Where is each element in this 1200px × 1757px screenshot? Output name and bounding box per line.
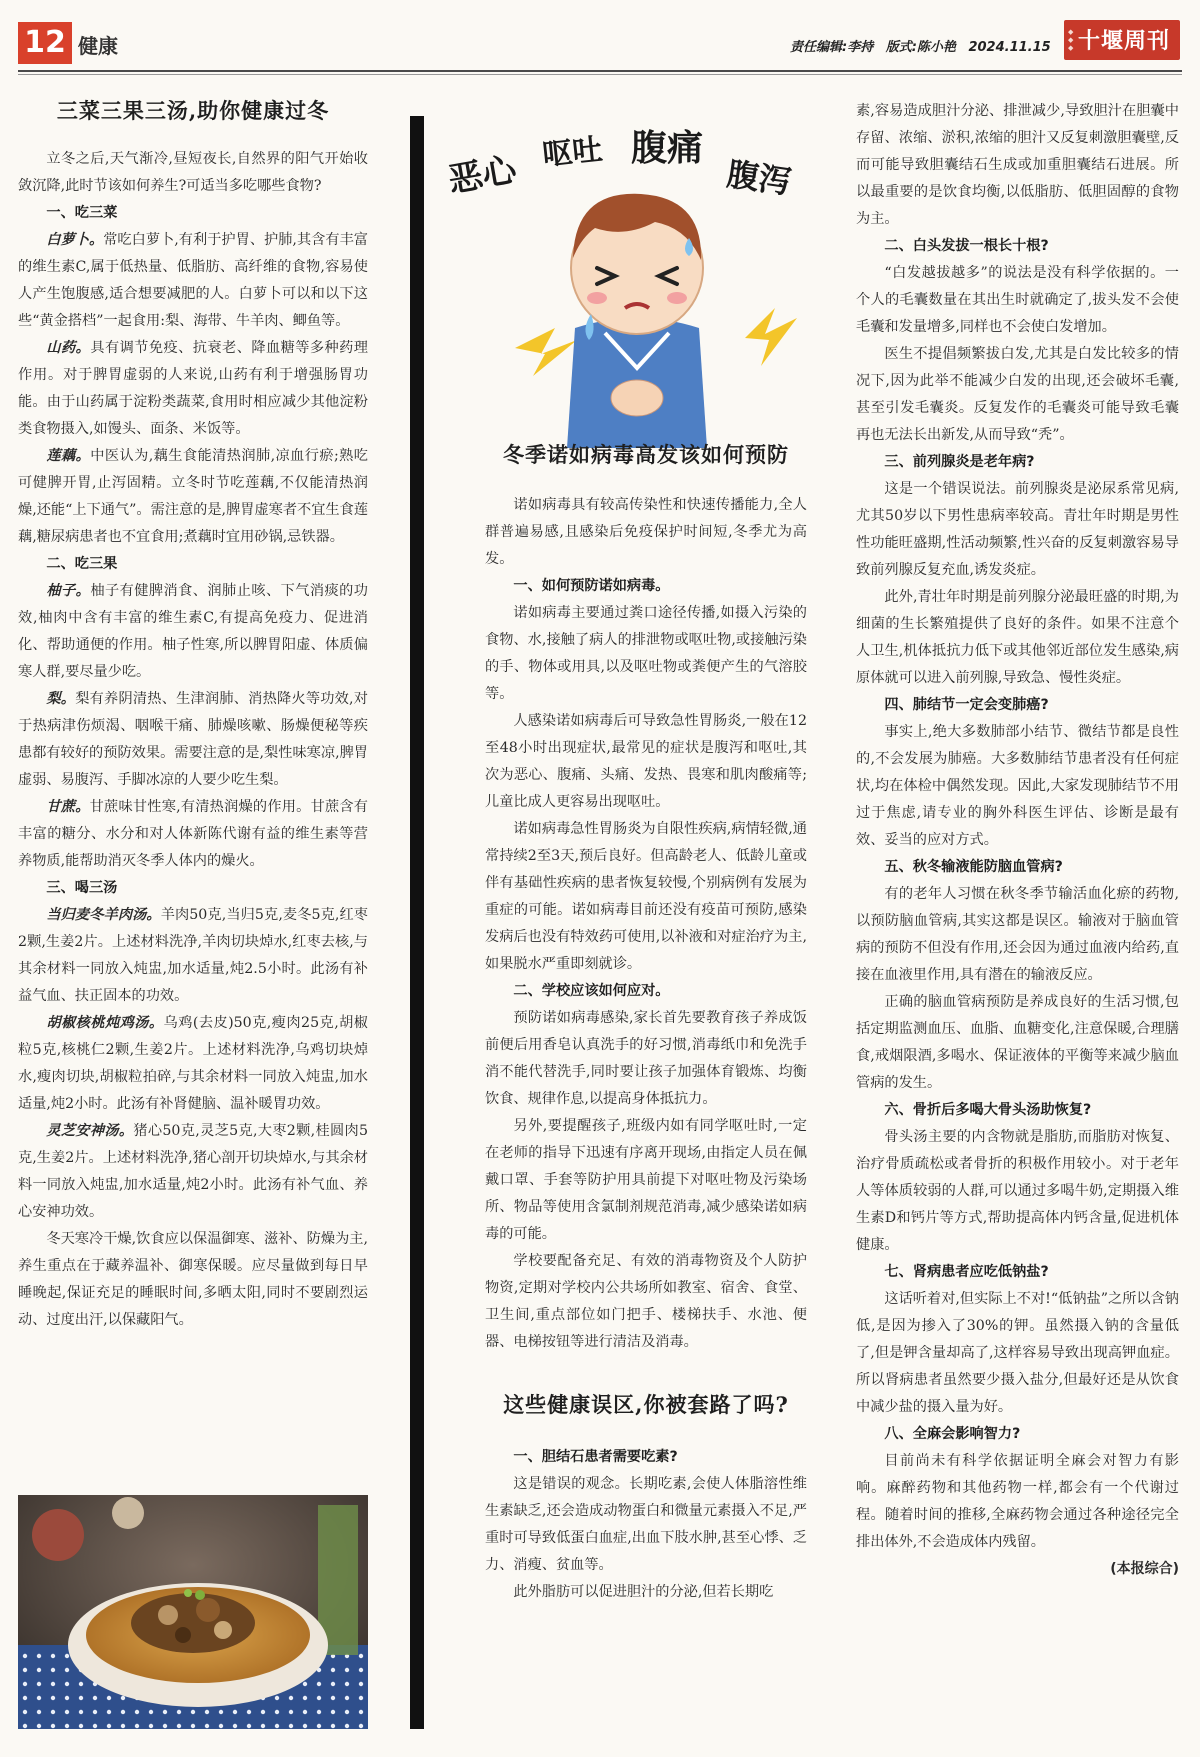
- column-divider: [410, 116, 424, 1729]
- pain-bolt-icon: [515, 328, 577, 376]
- paragraph: 莲藕。中医认为,藕生食能清热润肺,凉血行瘀;熟吃可健脾开胃,止泻固精。立冬时节吃莲藕,不仅能清热润燥,还能“上下通气”。需注意的是,脾胃虚寒者不宜生食莲藕,糖尿病患者也不宜食用;煮藕时宜用砂锅,忌铁器。: [18, 448, 368, 545]
- soup-bowl-icon: [18, 1495, 368, 1729]
- paragraph: 此外,青壮年时期是前列腺分泌最旺盛的时期,为细菌的生长繁殖提供了良好的条件。如果不注意个人卫生,机体抵抗力低下或其他邻近部位发生感染,病原体就可以进入前列腺,导致急、慢性炎症。: [856, 589, 1179, 686]
- layout-credit: 版式:陈小艳: [885, 40, 956, 55]
- paragraph: 白萝卜。常吃白萝卜,有利于护胃、护肺,其含有丰富的维生素C,属于低热量、低脂肪、高纤维的食物,容易使人产生饱腹感,适合想要减肥的人。白萝卜可以和以下这些“黄金搭档”一起食用:梨、海带、牛羊肉、鲫鱼等。: [18, 232, 368, 329]
- article-title: 这些健康误区,你被套路了吗?: [503, 1392, 789, 1417]
- paragraph: 冬天寒冷干燥,饮食应以保温御寒、滋补、防燥为主,养生重点在于藏养温补、御寒保暖。应尽量做到每日早睡晚起,保证充足的睡眠时间,多晒太阳,同时不要剧烈运动、过度出汗,以保藏阳气。: [18, 1231, 368, 1328]
- subheading: 五、秋冬输液能防脑血管病?: [884, 859, 1063, 875]
- paragraph: “白发越拔越多”的说法是没有科学依据的。一个人的毛囊数量在其出生时就确定了,拔头发不会使毛囊和发量增多,同样也不会使白发增加。: [856, 265, 1179, 335]
- subheading: 二、白头发拔一根长十根?: [884, 238, 1049, 254]
- section-name: 健康: [78, 34, 118, 58]
- paragraph: 素,容易造成胆汁分泌、排泄减少,导致胆汁在胆囊中存留、浓缩、淤积,浓缩的胆汁又反复刺激胆囊壁,反而可能导致胆囊结石生成或加重胆囊结石进展。所以最重要的是饮食均衡,以低脂肪、低胆固醇的食物为主。: [856, 103, 1179, 227]
- subheading: 一、如何预防诺如病毒。: [513, 578, 670, 594]
- paragraph: 这是一个错误说法。前列腺炎是泌尿系常见病,尤其50岁以下男性患病率较高。青壮年时期是男性性功能旺盛期,性活动频繁,性兴奋的反复刺激容易导致前列腺反复充血,诱发炎症。: [856, 481, 1179, 578]
- paragraph: 诺如病毒急性胃肠炎为自限性疾病,病情轻微,通常持续2至3天,预后良好。但高龄老人、低龄儿童或伴有基础性疾病的患者恢复较慢,个别病例有发展为重症的可能。诺如病毒目前还没有疫苗可预防,感染发病后也没有特效药可使用,以补液和对症治疗为主,如果脱水严重即刻就诊。: [485, 821, 807, 972]
- paragraph: 学校要配备充足、有效的消毒物资及个人防护物资,定期对学校内公共场所如教室、宿舍、食堂、卫生间,重点部位如门把手、楼梯扶手、水池、便器、电梯按钮等进行清洁及消毒。: [485, 1253, 807, 1350]
- pain-bolt-icon: [745, 308, 797, 366]
- subheading: 七、肾病患者应吃低钠盐?: [884, 1264, 1049, 1280]
- paragraph: 山药。具有调节免疫、抗衰老、降血糖等多种药理作用。对于脾胃虚弱的人来说,山药有利于增强肠胃功能。由于山药属于淀粉类蔬菜,食用时相应减少其他淀粉类食物摄入,如馒头、面条、米饭等。: [18, 340, 368, 437]
- subheading: 二、学校应该如何应对。: [513, 983, 670, 999]
- paragraph: 另外,要提醒孩子,班级内如有同学呕吐时,一定在老师的指导下迅速有序离开现场,由指定人员在佩戴口罩、手套等防护用具前提下对呕吐物及污染场所、物品等使用含氯制剂规范消毒,减少感染诺如病毒的可能。: [485, 1118, 807, 1242]
- paragraph: 灵芝安神汤。猪心50克,灵芝5克,大枣2颗,桂圆肉5克,生姜2片。上述材料洗净,猪心剖开切块焯水,与其余材料一同放入炖盅,加水适量,炖2小时。此汤有补气血、养心安神功效。: [18, 1123, 368, 1220]
- subheading: 三、前列腺炎是老年病?: [884, 454, 1035, 470]
- sick-child-illustration: [445, 118, 830, 453]
- paragraph: 事实上,绝大多数肺部小结节、微结节都是良性的,不会发展为肺癌。大多数肺结节患者没有任何症状,均在体检中偶然发现。因此,大家发现肺结节不用过于焦虑,请专业的胸外科医生评估、诊断是最有效、妥当的应对方式。: [856, 724, 1179, 848]
- subheading: 一、胆结石患者需要吃素?: [513, 1449, 678, 1465]
- masthead-ornament-icon: ◆ ◆ ◆: [1068, 28, 1074, 52]
- masthead-logo: [1064, 20, 1180, 60]
- paragraph: 正确的脑血管病预防是养成良好的生活习惯,包括定期监测血压、血脂、血糖变化,注意保暖,合理膳食,戒烟限酒,多喝水、保证液体的平衡等来减少脑血管病的发生。: [856, 994, 1179, 1091]
- subheading: 六、骨折后多喝大骨头汤助恢复?: [884, 1102, 1092, 1118]
- paragraph: 预防诺如病毒感染,家长首先要教育孩子养成饭前便后用香皂认真洗手的好习惯,消毒纸巾和免洗手消不能代替洗手,同时要让孩子加强体育锻炼、均衡饮食、规律作息,以提高身体抵抗力。: [485, 1010, 807, 1107]
- paragraph: 当归麦冬羊肉汤。羊肉50克,当归5克,麦冬5克,红枣2颗,生姜2片。上述材料洗净,羊肉切块焯水,红枣去核,与其余材料一同放入炖盅,加水适量,炖2.5小时。此汤有补益气血、扶正固本的功效。: [18, 907, 368, 1004]
- symptom-diarrhea: 腹泻: [724, 154, 794, 202]
- article-three-vegetables: [18, 96, 368, 1334]
- symptom-abdominal-pain: 腹痛: [631, 128, 704, 169]
- source-credit: (本报综合): [1110, 1561, 1179, 1577]
- credits: [790, 36, 1059, 55]
- article-title: 冬季诺如病毒高发该如何预防: [503, 442, 789, 467]
- editor-credit: 责任编辑:李持: [790, 40, 874, 55]
- paragraph: 有的老年人习惯在秋冬季节输活血化瘀的药物,以预防脑血管病,其实这都是误区。输液对于脑血管病的预防不但没有作用,还会因为通过血液内给药,直接在血液里作用,具有潜在的输液反应。: [856, 886, 1179, 983]
- subheading: 八、全麻会影响智力?: [884, 1426, 1021, 1442]
- subheading: 三、喝三汤: [46, 880, 118, 896]
- header-rule: [18, 70, 1182, 72]
- paragraph: 骨头汤主要的内含物就是脂肪,而脂肪对恢复、治疗骨质疏松或者骨折的积极作用较小。对于老年人等体质较弱的人群,可以通过多喝牛奶,定期摄入维生素D和钙片等方式,帮助提高体内钙含量,促进机体健康。: [856, 1129, 1179, 1253]
- masthead-title: 十堰周刊: [1078, 28, 1171, 54]
- page-number: 12: [18, 22, 72, 64]
- paragraph: 胡椒核桃炖鸡汤。乌鸡(去皮)50克,瘦肉25克,胡椒粒5克,核桃仁2颗,生姜2片。上述材料洗净,乌鸡切块焯水,瘦肉切块,胡椒粒拍碎,与其余材料一同放入炖盅,加水适量,炖2小时。此汤有补肾健脑、温补暖胃功效。: [18, 1015, 368, 1112]
- paragraph: 此外脂肪可以促进胆汁的分泌,但若长期吃: [513, 1584, 774, 1600]
- paragraph: 目前尚未有科学依据证明全麻会对智力有影响。麻醉药物和其他药物一样,都会有一个代谢过程。随着时间的推移,全麻药物会通过各种途径完全排出体外,不会造成体内残留。: [856, 1453, 1179, 1550]
- article-norovirus: [485, 440, 807, 1606]
- subheading: 四、肺结节一定会变肺癌?: [884, 697, 1049, 713]
- subheading: 一、吃三菜: [46, 205, 118, 221]
- issue-date: 2024.11.15: [968, 40, 1051, 55]
- paragraph: 诺如病毒主要通过粪口途径传播,如摄入污染的食物、水,接触了病人的排泄物或呕吐物,或接触污染的手、物体或用具,以及呕吐物或粪便产生的气溶胶等。: [485, 605, 807, 702]
- paragraph: 诺如病毒具有较高传染性和快速传播能力,全人群普遍易感,且感染后免疫保护时间短,冬季尤为高发。: [485, 497, 807, 567]
- paragraph: 梨。梨有养阴清热、生津润肺、消热降火等功效,对于热病津伤烦渴、咽喉干痛、肺燥咳嗽、肠燥便秘等疾患都有较好的预防效果。需要注意的是,梨性味寒凉,脾胃虚弱、易腹泻、手脚冰凉的人要少吃生梨。: [18, 691, 368, 788]
- page-header: [18, 20, 1182, 66]
- paragraph: 甘蔗。甘蔗味甘性寒,有清热润燥的作用。甘蔗含有丰富的糖分、水分和对人体新陈代谢有益的维生素等营养物质,能帮助消灭冬季人体内的燥火。: [18, 799, 368, 869]
- subheading: 二、吃三果: [46, 556, 118, 572]
- symptom-vomiting: 呕吐: [540, 132, 605, 174]
- paragraph: 这话听着对,但实际上不对!“低钠盐”之所以含钠低,是因为掺入了30%的钾。虽然摄入钠的含量低了,但是钾含量却高了,这样容易导致出现高钾血症。所以肾病患者虽然要少摄入盐分,但最好还是从饮食中减少盐的摄入量为好。: [856, 1291, 1179, 1415]
- soup-photo: [18, 1495, 368, 1729]
- paragraph: 医生不提倡频繁拔白发,尤其是白发比较多的情况下,因为此举不能减少白发的出现,还会破坏毛囊,甚至引发毛囊炎。反复发作的毛囊炎可能导致毛囊再也无法长出新发,从而导致“秃”。: [856, 346, 1179, 443]
- paragraph: 这是错误的观念。长期吃素,会使人体脂溶性维生素缺乏,还会造成动物蛋白和微量元素摄入不足,严重时可导致低蛋白血症,出血下肢水肿,甚至心悸、乏力、消瘦、贫血等。: [485, 1476, 807, 1573]
- paragraph: 人感染诺如病毒后可导致急性胃肠炎,一般在12至48小时出现症状,最常见的症状是腹泻和呕吐,其次为恶心、腹痛、头痛、发热、畏寒和肌肉酸痛等;儿童比成人更容易出现呕吐。: [485, 713, 807, 810]
- symptom-nausea: 恶心: [445, 149, 520, 201]
- header-rule-thin: [18, 74, 1182, 75]
- article-title: 三菜三果三汤,助你健康过冬: [56, 98, 330, 123]
- paragraph: 立冬之后,天气渐冷,昼短夜长,自然界的阳气开始收敛沉降,此时节该如何养生?可适当多吃哪些食物?: [18, 151, 368, 194]
- article-health-myths: [856, 98, 1179, 1583]
- paragraph: 柚子。柚子有健脾消食、润肺止咳、下气消痰的功效,柚肉中含有丰富的维生素C,有提高免疫力、促进消化、帮助通便的作用。柚子性寒,所以脾胃阳虚、体质偏寒人群,要尽量少吃。: [18, 583, 368, 680]
